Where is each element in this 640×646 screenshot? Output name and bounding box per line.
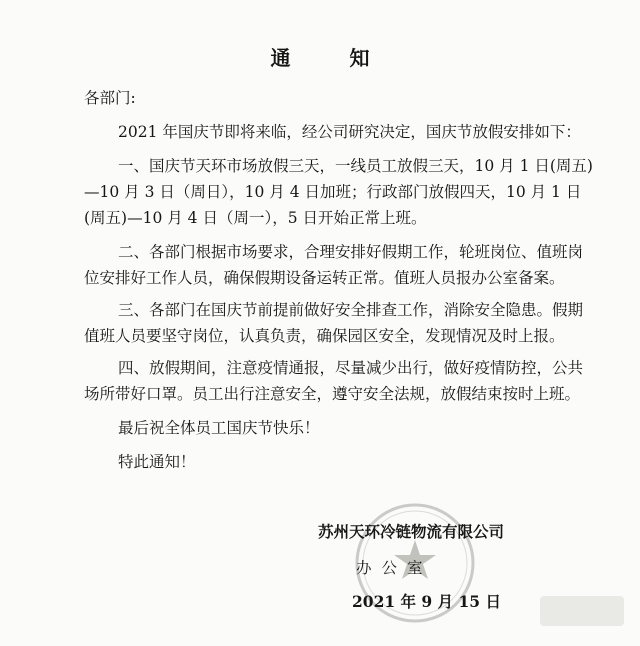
item-3-line-1: 三、各部门在国庆节前提前做好安全排查工作，消除安全隐患。假期: [118, 301, 584, 319]
closing-wish: 最后祝全体员工国庆节快乐！: [118, 419, 320, 437]
item-4-line-2: 场所带好口罩。员工出行注意安全，遵守安全法规，放假结束按时上班。: [84, 385, 581, 403]
item-2-line-1: 二、各部门根据市场要求，合理安排好假期工作，轮班岗位、值班岗: [118, 243, 584, 261]
item-1-line-3: (周五)—10 月 4 日（周一），5 日开始正常上班。: [84, 209, 427, 227]
item-3-line-2: 值班人员要坚守岗位，认真负责，确保园区安全，发现情况及时上报。: [84, 327, 565, 345]
item-4-line-1: 四、放假期间，注意疫情通报，尽量减少出行，做好疫情防控，公共: [118, 359, 584, 377]
document-title: 通 知: [270, 46, 396, 70]
greeting: 各部门:: [84, 89, 136, 107]
intro-line: 2021 年国庆节即将来临，经公司研究决定，国庆节放假安排如下：: [118, 123, 581, 141]
item-1-line-2: —10 月 3 日（周日），10 月 4 日加班；行政部门放假四天，10 月 1 日: [84, 183, 582, 201]
item-2-line-2: 位安排好工作人员，确保假期设备运转正常。值班人员报办公室备案。: [84, 269, 565, 287]
signature-office: 办公室: [356, 559, 433, 577]
item-1-line-1: 一、国庆节天环市场放假三天，一线员工放假三天，10 月 1 日(周五): [118, 157, 593, 175]
closing-notice: 特此通知！: [118, 453, 196, 471]
signature-date: 2021 年 9 月 15 日: [352, 592, 501, 611]
signature-company: 苏州天环冷链物流有限公司: [318, 522, 505, 541]
watermark-logo: [540, 596, 624, 626]
